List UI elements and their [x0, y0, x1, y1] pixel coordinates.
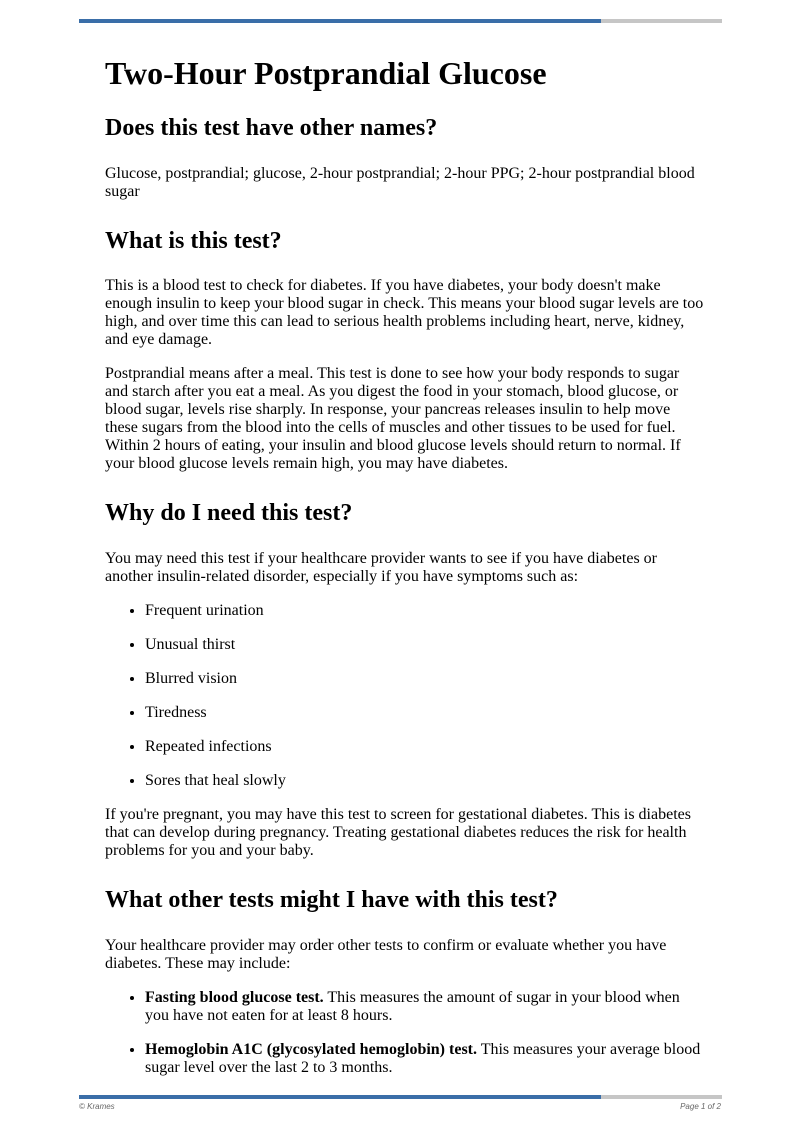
footer-progress-bar [79, 1095, 722, 1099]
footer-copyright: © Krames [79, 1102, 115, 1111]
section-heading: Does this test have other names? [105, 114, 438, 141]
section-what-is-test [105, 227, 705, 474]
test-name: Fasting blood glucose test. [145, 988, 324, 1006]
section-heading: What is this test? [105, 227, 282, 254]
paragraph: Glucose, postprandial; glucose, 2-hour postprandial; 2-hour PPG; 2-hour postprandial blood sugar [105, 164, 695, 200]
list-item: • Repeated infections [145, 738, 705, 756]
section-why-need-test [105, 499, 705, 860]
list-item [145, 1041, 705, 1077]
footer-progress-fill [79, 1095, 601, 1099]
list-item: • Sores that heal slowly [145, 772, 705, 790]
section-other-names [105, 114, 705, 201]
header-progress-fill [79, 19, 601, 23]
section-other-tests [105, 886, 705, 1077]
test-list [105, 989, 705, 1077]
paragraph: Your healthcare provider may order other tests to confirm or evaluate whether you have diabetes. These may include: [105, 936, 667, 972]
symptom-list [105, 602, 705, 790]
footer-page-number: Page 1 of 2 [680, 1102, 721, 1111]
section-heading: Why do I need this test? [105, 500, 353, 527]
paragraph: If you're pregnant, you may have this test to screen for gestational diabetes. This is diabetes that can develop during pregnancy. Treating gestational diabetes reduces the risk for health problems for you and your baby. [105, 806, 691, 860]
paragraph: Postprandial means after a meal. This test is done to see how your body responds to sugar and starch after you eat a meal. As you digest the food in your stomach, blood glucose, or blood sugar, levels rise sharply. In response, your pancreas releases insulin to help move these sugars from the blood into the cells of muscles and other tissues to be used for fuel. Within 2 hours of eating, your insulin and blood glucose levels should return to normal. If your blood glucose levels remain high, you may have diabetes. [105, 365, 681, 473]
paragraph: You may need this test if your healthcare provider wants to see if you have diabetes or another insulin-related disorder, especially if you have symptoms such as: [105, 550, 657, 586]
test-description: This measures the amount of sugar in your blood when you have not eaten for at least 8 hours. [145, 988, 680, 1024]
document-body [105, 55, 705, 1093]
test-description: This measures your average blood sugar level over the last 2 to 3 months. [145, 1040, 701, 1076]
list-item [145, 989, 705, 1025]
paragraph: This is a blood test to check for diabetes. If you have diabetes, your body doesn't make enough insulin to keep your blood sugar in check. This means your blood sugar levels are too high, and over time this can lead to serious health problems including heart, nerve, kidney, and eye damage. [105, 277, 704, 349]
header-progress-bar [79, 19, 722, 23]
test-name: Hemoglobin A1C (glycosylated hemoglobin) test. [145, 1040, 477, 1058]
section-heading: What other tests might I have with this test? [105, 887, 558, 914]
list-item: • Blurred vision [145, 670, 705, 688]
list-item: • Unusual thirst [145, 636, 705, 654]
list-item: • Frequent urination [145, 602, 705, 620]
list-item: • Tiredness [145, 704, 705, 722]
page-title: Two-Hour Postprandial Glucose [105, 55, 547, 91]
